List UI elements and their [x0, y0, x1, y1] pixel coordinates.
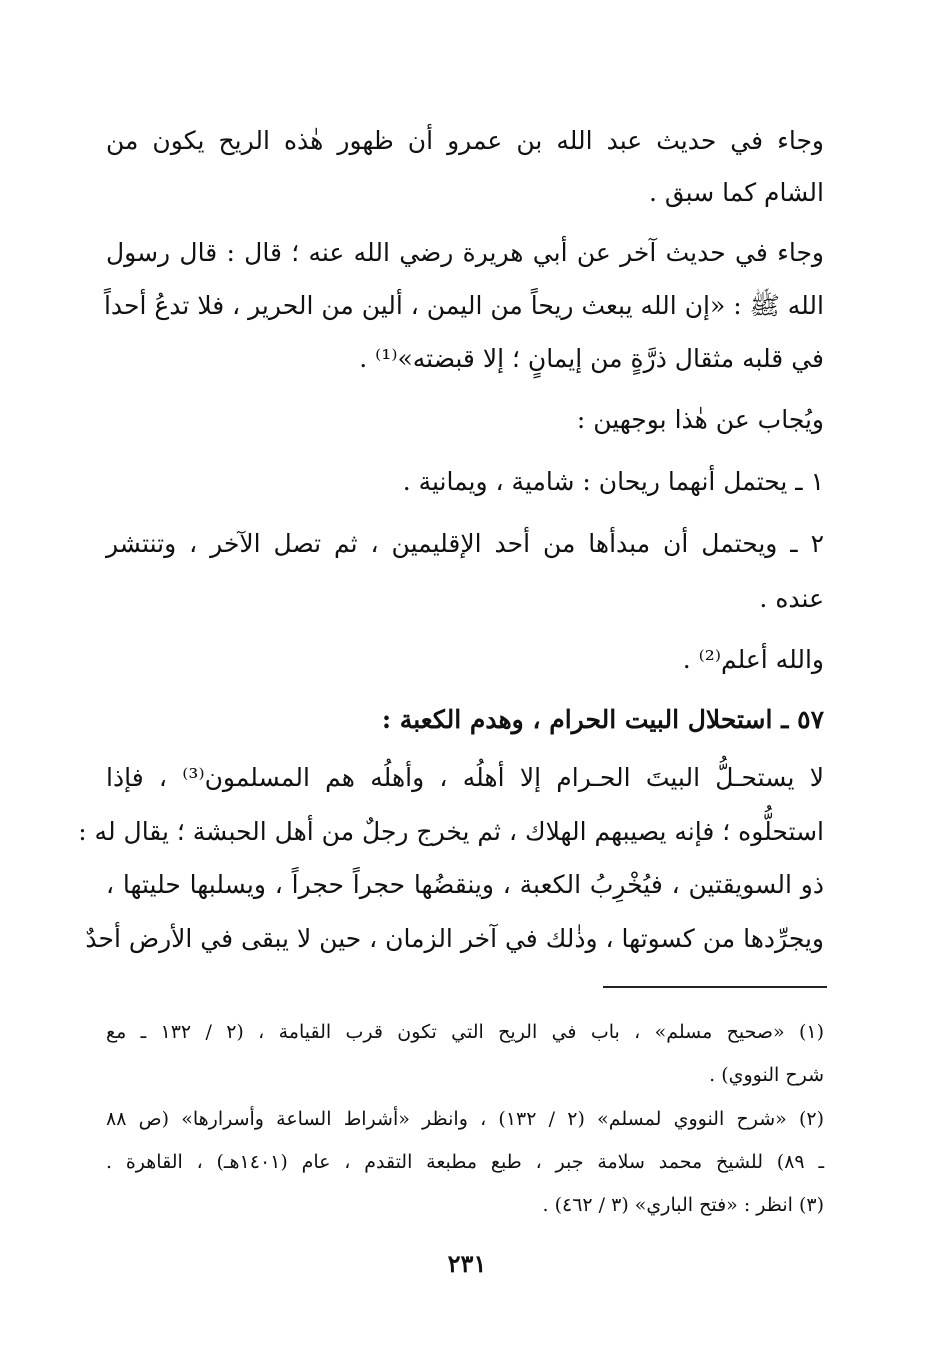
text-line: ٢ ـ ويحتمل أن مبدأها من أحد الإقليمين ، ثم تصل الآخر ، وتنتشر [106, 529, 824, 558]
text-line: ذو السويقتين ، فيُخْرِبُ الكعبة ، وينقضُها حجراً حجراً ، ويسلبها حليتها ، [106, 870, 824, 899]
text-line: ويُجاب عن هٰذا بوجهين : [576, 405, 824, 434]
footnote-line: (١) «صحيح مسلم» ، باب في الريح التي تكون قرب القيامة ، (٢ / ١٣٢ ـ مع [106, 1021, 824, 1043]
text-line: الشام كما سبق . [648, 178, 824, 207]
text-line: الله ﷺ : «إن الله يبعث ريحاً من اليمن ، ألين من الحرير ، فلا تدعُ أحداً [103, 291, 824, 320]
text-line: عنده . [759, 584, 824, 613]
text-line: استحلُّوه ؛ فإنه يصيبهم الهلاك ، ثم يخرج رجلٌ من أهل الحبشة ؛ يقال له : [78, 817, 824, 846]
footnote-line: (٢) «شرح النووي لمسلم» (٢ / ١٣٢) ، وانظر «أشراط الساعة وأسرارها» (ص ٨٨ [106, 1108, 825, 1130]
text-line: والله أعلم⁽²⁾ . [682, 645, 824, 674]
text-line: ويجرِّدها من كسوتها ، وذٰلك في آخر الزمان ، حين لا يبقى في الأرض أحدٌ [85, 924, 824, 953]
footnote-line: شرح النووي) . [709, 1064, 824, 1086]
text-line: وجاء في حديث عبد الله بن عمرو أن ظهور هٰذه الريح يكون من [106, 126, 824, 155]
footnote-line: (٣) انظر : «فتح الباري» (٣ / ٤٦٢) . [542, 1194, 824, 1216]
text-line: ١ ـ يحتمل أنهما ريحان : شامية ، ويمانية . [402, 467, 824, 496]
text-line: في قلبه مثقال ذرَّةٍ من إيمانٍ ؛ إلا قبضته»⁽¹⁾ . [359, 344, 824, 373]
section-heading: ٥٧ ـ استحلال البيت الحرام ، وهدم الكعبة : [381, 705, 824, 734]
text-line: وجاء في حديث آخر عن أبي هريرة رضي الله عنه ؛ قال : قال رسول [106, 238, 824, 267]
page-number: ٢٣١ [447, 1249, 487, 1278]
text-line: لا يستحـلُّ البيتَ الحـرام إلا أهلُه ، وأهلُه هم المسلمون⁽³⁾ ، فإذا [106, 763, 825, 792]
footnote-divider [603, 986, 827, 988]
footnote-line: ـ ٨٩) للشيخ محمد سلامة جبر ، طبع مطبعة التقدم ، عام (١٤٠١هـ) ، القاهرة . [106, 1151, 825, 1173]
